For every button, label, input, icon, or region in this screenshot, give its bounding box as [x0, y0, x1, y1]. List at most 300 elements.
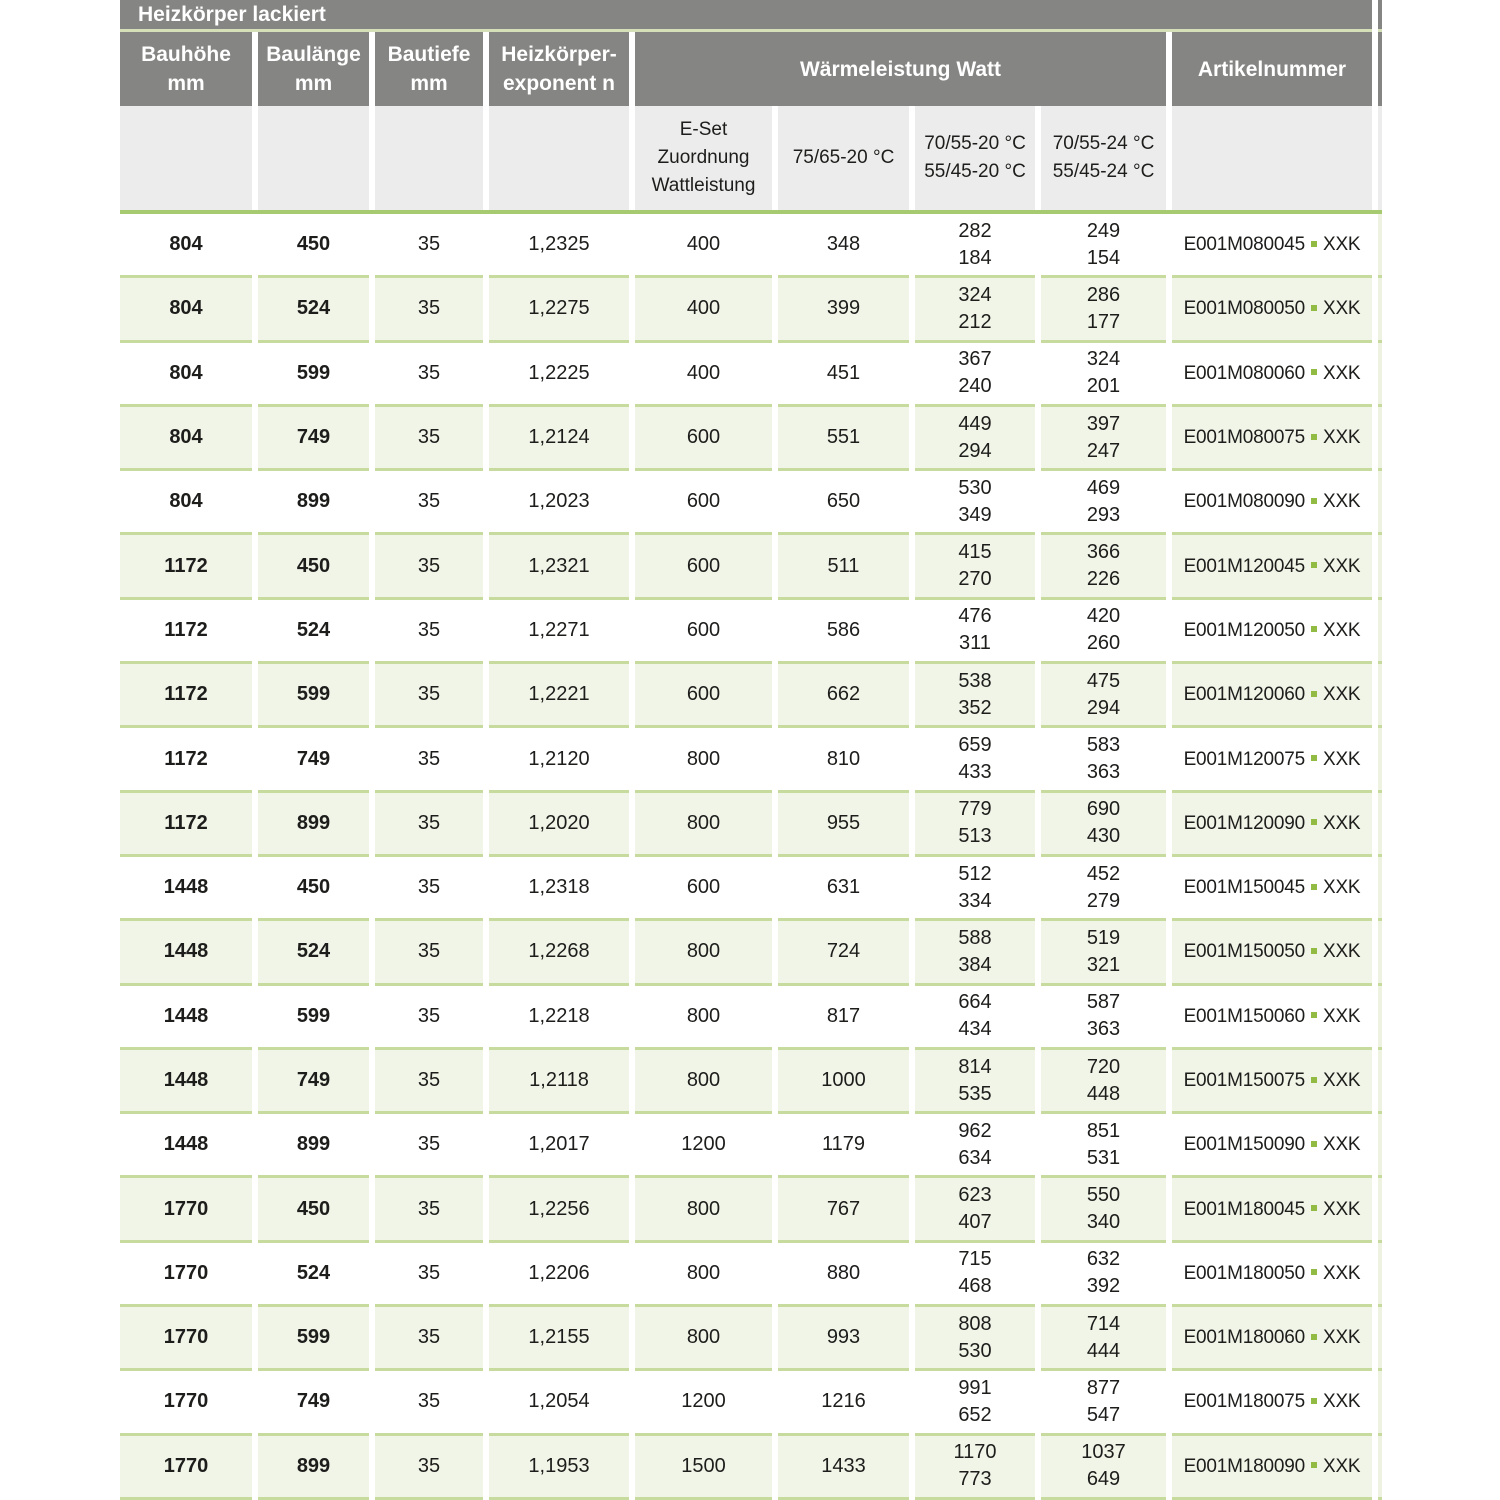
green-dot-icon — [1311, 755, 1317, 761]
cell-baulaenge: 450 — [258, 857, 369, 921]
green-dot-icon — [1311, 1205, 1317, 1211]
green-dot-icon — [1311, 884, 1317, 890]
artikel-number: E001M080050 — [1183, 298, 1305, 320]
table-edge-strip — [1378, 1178, 1382, 1242]
cell-bautiefe: 35 — [375, 1178, 483, 1242]
subheader-empty-bauhoehe — [120, 106, 252, 210]
cell-bauhoehe: 1448 — [120, 857, 252, 921]
col-header-baulaenge: Baulänge mm — [258, 32, 369, 106]
cell-baulaenge: 599 — [258, 1307, 369, 1371]
green-dot-icon — [1311, 691, 1317, 697]
cell-bautiefe: 35 — [375, 343, 483, 407]
artikel-suffix: XXK — [1322, 1455, 1361, 1477]
cell-baulaenge: 899 — [258, 1114, 369, 1178]
cell-bauhoehe: 804 — [120, 471, 252, 535]
page-title: Heizkörper lackiert — [138, 2, 326, 26]
artikel-number: E001M080045 — [1183, 234, 1305, 256]
table-row — [120, 728, 1382, 792]
cell-bautiefe: 35 — [375, 1307, 483, 1371]
cell-watt-70-55-24: 714 444 — [1041, 1307, 1166, 1371]
cell-watt-70-55-24: 690 430 — [1041, 793, 1166, 857]
cell-baulaenge: 749 — [258, 1371, 369, 1435]
green-dot-icon — [1311, 1012, 1317, 1018]
cell-watt-75-65: 511 — [778, 535, 909, 599]
artikel-number: E001M150050 — [1183, 941, 1305, 963]
table-row — [120, 471, 1382, 535]
cell-watt-70-55-20: 530 349 — [915, 471, 1035, 535]
cell-exponent: 1,1953 — [489, 1436, 629, 1500]
table-row — [120, 214, 1382, 278]
table-edge-strip — [1378, 343, 1382, 407]
cell-watt-70-55-24: 469 293 — [1041, 471, 1166, 535]
cell-exponent: 1,2118 — [489, 1050, 629, 1114]
cell-watt-75-65: 993 — [778, 1307, 909, 1371]
cell-watt-70-55-20: 512 334 — [915, 857, 1035, 921]
cell-exponent: 1,2221 — [489, 664, 629, 728]
cell-artikelnummer — [1172, 407, 1372, 471]
cell-watt-75-65: 880 — [778, 1243, 909, 1307]
subheader-empty-artikelnummer — [1172, 106, 1372, 210]
green-dot-icon — [1311, 948, 1317, 954]
artikel-number: E001M180050 — [1183, 1262, 1305, 1284]
table-row — [120, 1114, 1382, 1178]
artikel-number: E001M120050 — [1183, 619, 1305, 641]
cell-exponent: 1,2225 — [489, 343, 629, 407]
table-row — [120, 343, 1382, 407]
cell-bauhoehe: 1172 — [120, 664, 252, 728]
cell-baulaenge: 450 — [258, 214, 369, 278]
cell-exponent: 1,2054 — [489, 1371, 629, 1435]
cell-artikelnummer — [1172, 600, 1372, 664]
cell-artikelnummer — [1172, 1050, 1372, 1114]
cell-watt-75-65: 1000 — [778, 1050, 909, 1114]
cell-baulaenge: 599 — [258, 986, 369, 1050]
table-edge-strip — [1378, 1243, 1382, 1307]
cell-eset-watt: 400 — [635, 343, 772, 407]
cell-watt-75-65: 1433 — [778, 1436, 909, 1500]
table-row — [120, 1436, 1382, 1500]
cell-eset-watt: 400 — [635, 278, 772, 342]
cell-bautiefe: 35 — [375, 471, 483, 535]
cell-exponent: 1,2218 — [489, 986, 629, 1050]
artikel-suffix: XXK — [1322, 234, 1361, 256]
cell-eset-watt: 800 — [635, 1178, 772, 1242]
cell-artikelnummer — [1172, 857, 1372, 921]
cell-eset-watt: 800 — [635, 1307, 772, 1371]
cell-baulaenge: 524 — [258, 278, 369, 342]
cell-eset-watt: 800 — [635, 728, 772, 792]
cell-watt-70-55-20: 367 240 — [915, 343, 1035, 407]
cell-watt-75-65: 586 — [778, 600, 909, 664]
cell-watt-70-55-24: 286 177 — [1041, 278, 1166, 342]
cell-bauhoehe: 1448 — [120, 1050, 252, 1114]
cell-eset-watt: 600 — [635, 600, 772, 664]
title-cell — [120, 0, 1372, 32]
cell-bauhoehe: 1448 — [120, 986, 252, 1050]
subheader-70-55-20: 70/55-20 °C 55/45-20 °C — [915, 106, 1035, 210]
cell-artikelnummer — [1172, 1371, 1372, 1435]
cell-eset-watt: 800 — [635, 1050, 772, 1114]
cell-exponent: 1,2321 — [489, 535, 629, 599]
cell-watt-75-65: 810 — [778, 728, 909, 792]
cell-bauhoehe: 1172 — [120, 728, 252, 792]
cell-watt-75-65: 551 — [778, 407, 909, 471]
cell-watt-70-55-20: 962 634 — [915, 1114, 1035, 1178]
cell-exponent: 1,2268 — [489, 921, 629, 985]
cell-artikelnummer — [1172, 728, 1372, 792]
cell-watt-70-55-24: 1037 649 — [1041, 1436, 1166, 1500]
cell-artikelnummer — [1172, 664, 1372, 728]
cell-watt-70-55-24: 851 531 — [1041, 1114, 1166, 1178]
cell-bauhoehe: 804 — [120, 214, 252, 278]
artikel-suffix: XXK — [1322, 619, 1361, 641]
cell-eset-watt: 1200 — [635, 1371, 772, 1435]
cell-eset-watt: 600 — [635, 407, 772, 471]
artikel-number: E001M080075 — [1183, 427, 1305, 449]
subheader-75-65: 75/65-20 °C — [778, 106, 909, 210]
table-edge-strip — [1378, 407, 1382, 471]
table-row — [120, 1371, 1382, 1435]
cell-bautiefe: 35 — [375, 1050, 483, 1114]
cell-bauhoehe: 804 — [120, 407, 252, 471]
green-dot-icon — [1311, 434, 1317, 440]
artikel-suffix: XXK — [1322, 298, 1361, 320]
cell-watt-70-55-20: 623 407 — [915, 1178, 1035, 1242]
cell-bautiefe: 35 — [375, 986, 483, 1050]
cell-eset-watt: 800 — [635, 921, 772, 985]
table-edge-strip — [1378, 0, 1382, 32]
cell-baulaenge: 524 — [258, 921, 369, 985]
artikel-number: E001M080060 — [1183, 362, 1305, 384]
table-edge-strip — [1378, 278, 1382, 342]
col-header-bauhoehe: Bauhöhe mm — [120, 32, 252, 106]
cell-artikelnummer — [1172, 471, 1372, 535]
table-edge-strip — [1378, 1050, 1382, 1114]
cell-exponent: 1,2017 — [489, 1114, 629, 1178]
cell-bautiefe: 35 — [375, 728, 483, 792]
cell-watt-70-55-24: 519 321 — [1041, 921, 1166, 985]
cell-watt-70-55-20: 659 433 — [915, 728, 1035, 792]
cell-bautiefe: 35 — [375, 1436, 483, 1500]
subheader-70-55-24: 70/55-24 °C 55/45-24 °C — [1041, 106, 1166, 210]
cell-baulaenge: 749 — [258, 1050, 369, 1114]
cell-watt-70-55-20: 814 535 — [915, 1050, 1035, 1114]
cell-eset-watt: 600 — [635, 471, 772, 535]
cell-baulaenge: 599 — [258, 664, 369, 728]
cell-bautiefe: 35 — [375, 535, 483, 599]
artikel-number: E001M180045 — [1183, 1198, 1305, 1220]
cell-bautiefe: 35 — [375, 857, 483, 921]
artikel-suffix: XXK — [1322, 812, 1361, 834]
cell-watt-75-65: 662 — [778, 664, 909, 728]
cell-bauhoehe: 1770 — [120, 1178, 252, 1242]
cell-exponent: 1,2020 — [489, 793, 629, 857]
table-edge-strip — [1378, 1114, 1382, 1178]
cell-watt-70-55-20: 664 434 — [915, 986, 1035, 1050]
cell-baulaenge: 899 — [258, 1436, 369, 1500]
table-row — [120, 278, 1382, 342]
artikel-number: E001M150060 — [1183, 1005, 1305, 1027]
cell-watt-70-55-20: 808 530 — [915, 1307, 1035, 1371]
cell-artikelnummer — [1172, 921, 1372, 985]
cell-baulaenge: 599 — [258, 343, 369, 407]
cell-artikelnummer — [1172, 793, 1372, 857]
green-dot-icon — [1311, 369, 1317, 375]
cell-baulaenge: 899 — [258, 793, 369, 857]
table-row — [120, 986, 1382, 1050]
cell-exponent: 1,2124 — [489, 407, 629, 471]
cell-artikelnummer — [1172, 535, 1372, 599]
table-edge-strip — [1378, 793, 1382, 857]
subheader-empty-baulaenge — [258, 106, 369, 210]
title-bar — [120, 0, 1382, 32]
green-dot-icon — [1311, 1334, 1317, 1340]
table-edge-strip — [1378, 535, 1382, 599]
cell-artikelnummer — [1172, 343, 1372, 407]
cell-bautiefe: 35 — [375, 1243, 483, 1307]
radiator-spec-table — [120, 0, 1382, 1500]
green-dot-icon — [1311, 1141, 1317, 1147]
table-edge-strip — [1378, 664, 1382, 728]
cell-baulaenge: 899 — [258, 471, 369, 535]
cell-artikelnummer — [1172, 1114, 1372, 1178]
cell-watt-75-65: 1179 — [778, 1114, 909, 1178]
table-edge-strip — [1378, 471, 1382, 535]
cell-bautiefe: 35 — [375, 664, 483, 728]
cell-watt-70-55-24: 452 279 — [1041, 857, 1166, 921]
cell-exponent: 1,2120 — [489, 728, 629, 792]
cell-exponent: 1,2271 — [489, 600, 629, 664]
cell-watt-70-55-24: 397 247 — [1041, 407, 1166, 471]
cell-watt-70-55-20: 1170 773 — [915, 1436, 1035, 1500]
green-dot-icon — [1311, 1077, 1317, 1083]
table-row — [120, 1307, 1382, 1371]
cell-bautiefe: 35 — [375, 407, 483, 471]
cell-bauhoehe: 1172 — [120, 793, 252, 857]
cell-watt-70-55-20: 538 352 — [915, 664, 1035, 728]
cell-watt-70-55-20: 779 513 — [915, 793, 1035, 857]
green-dot-icon — [1311, 241, 1317, 247]
col-header-waermeleistung: Wärmeleistung Watt — [635, 32, 1166, 106]
artikel-suffix: XXK — [1322, 1005, 1361, 1027]
cell-watt-70-55-24: 550 340 — [1041, 1178, 1166, 1242]
cell-bauhoehe: 1172 — [120, 535, 252, 599]
table-row — [120, 857, 1382, 921]
artikel-suffix: XXK — [1322, 1070, 1361, 1091]
subheader-row — [120, 106, 1382, 210]
artikel-suffix: XXK — [1322, 362, 1361, 384]
cell-bautiefe: 35 — [375, 921, 483, 985]
cell-artikelnummer — [1172, 214, 1372, 278]
cell-eset-watt: 600 — [635, 857, 772, 921]
table-edge-strip — [1378, 1307, 1382, 1371]
cell-watt-70-55-24: 475 294 — [1041, 664, 1166, 728]
col-header-artikelnummer: Artikelnummer — [1172, 32, 1372, 106]
cell-exponent: 1,2023 — [489, 471, 629, 535]
table-edge-strip — [1378, 106, 1382, 210]
table-row — [120, 600, 1382, 664]
cell-artikelnummer — [1172, 278, 1372, 342]
cell-eset-watt: 1500 — [635, 1436, 772, 1500]
cell-watt-70-55-20: 415 270 — [915, 535, 1035, 599]
artikel-suffix: XXK — [1322, 427, 1361, 449]
cell-bauhoehe: 1770 — [120, 1243, 252, 1307]
green-dot-icon — [1311, 562, 1317, 568]
artikel-number: E001M150045 — [1183, 877, 1305, 899]
cell-watt-70-55-24: 366 226 — [1041, 535, 1166, 599]
green-dot-icon — [1311, 819, 1317, 825]
artikel-number: E001M120045 — [1183, 555, 1305, 577]
table-edge-strip — [1378, 986, 1382, 1050]
cell-artikelnummer — [1172, 1307, 1372, 1371]
subheader-empty-bautiefe — [375, 106, 483, 210]
table-edge-strip — [1378, 857, 1382, 921]
col-header-exponent: Heizkörper- exponent n — [489, 32, 629, 106]
artikel-suffix: XXK — [1322, 555, 1361, 577]
cell-exponent: 1,2155 — [489, 1307, 629, 1371]
cell-bautiefe: 35 — [375, 1114, 483, 1178]
green-dot-icon — [1311, 498, 1317, 504]
artikel-number: E001M120060 — [1183, 684, 1305, 706]
cell-exponent: 1,2206 — [489, 1243, 629, 1307]
artikel-number: E001M120075 — [1183, 748, 1305, 770]
artikel-suffix: XXK — [1322, 941, 1361, 963]
cell-watt-75-65: 1216 — [778, 1371, 909, 1435]
cell-artikelnummer — [1172, 986, 1372, 1050]
cell-baulaenge: 749 — [258, 728, 369, 792]
artikel-number: E001M180090 — [1183, 1455, 1305, 1477]
table-edge-strip — [1378, 1436, 1382, 1500]
artikel-number: E001M180075 — [1183, 1391, 1305, 1413]
cell-watt-70-55-20: 991 652 — [915, 1371, 1035, 1435]
cell-bautiefe: 35 — [375, 278, 483, 342]
table-edge-strip — [1378, 921, 1382, 985]
cell-watt-70-55-20: 449 294 — [915, 407, 1035, 471]
cell-artikelnummer — [1172, 1178, 1372, 1242]
table-row — [120, 1050, 1382, 1114]
green-dot-icon — [1311, 1398, 1317, 1404]
artikel-suffix: XXK — [1322, 1134, 1361, 1156]
cell-bauhoehe: 1770 — [120, 1307, 252, 1371]
green-dot-icon — [1311, 626, 1317, 632]
cell-bautiefe: 35 — [375, 1371, 483, 1435]
cell-baulaenge: 749 — [258, 407, 369, 471]
cell-eset-watt: 800 — [635, 1243, 772, 1307]
table-edge-strip — [1378, 1371, 1382, 1435]
cell-exponent: 1,2325 — [489, 214, 629, 278]
artikel-suffix: XXK — [1322, 684, 1361, 706]
cell-eset-watt: 400 — [635, 214, 772, 278]
cell-baulaenge: 450 — [258, 1178, 369, 1242]
cell-watt-70-55-20: 715 468 — [915, 1243, 1035, 1307]
artikel-number: E001M150075 — [1183, 1070, 1305, 1091]
green-dot-icon — [1311, 305, 1317, 311]
cell-watt-75-65: 348 — [778, 214, 909, 278]
artikel-number: E001M080090 — [1183, 491, 1305, 513]
cell-exponent: 1,2256 — [489, 1178, 629, 1242]
cell-bauhoehe: 1448 — [120, 921, 252, 985]
subheader-eset: E-Set Zuordnung Wattleistung — [635, 106, 772, 210]
artikel-suffix: XXK — [1322, 1262, 1361, 1284]
cell-watt-70-55-24: 420 260 — [1041, 600, 1166, 664]
green-dot-icon — [1311, 1462, 1317, 1468]
artikel-number: E001M150090 — [1183, 1134, 1305, 1156]
cell-watt-75-65: 817 — [778, 986, 909, 1050]
artikel-suffix: XXK — [1322, 748, 1361, 770]
cell-watt-75-65: 955 — [778, 793, 909, 857]
cell-artikelnummer — [1172, 1436, 1372, 1500]
cell-bauhoehe: 1770 — [120, 1371, 252, 1435]
cell-baulaenge: 524 — [258, 1243, 369, 1307]
table-row — [120, 1243, 1382, 1307]
cell-watt-70-55-20: 588 384 — [915, 921, 1035, 985]
cell-eset-watt: 600 — [635, 664, 772, 728]
cell-bauhoehe: 1770 — [120, 1436, 252, 1500]
cell-bautiefe: 35 — [375, 793, 483, 857]
subheader-empty-exponent — [489, 106, 629, 210]
cell-watt-70-55-24: 720 448 — [1041, 1050, 1166, 1114]
cell-bauhoehe: 804 — [120, 343, 252, 407]
artikel-number: E001M120090 — [1183, 812, 1305, 834]
table-edge-strip — [1378, 600, 1382, 664]
cell-watt-70-55-24: 587 363 — [1041, 986, 1166, 1050]
cell-watt-70-55-24: 324 201 — [1041, 343, 1166, 407]
table-row — [120, 664, 1382, 728]
cell-watt-75-65: 650 — [778, 471, 909, 535]
col-header-bautiefe: Bautiefe mm — [375, 32, 483, 106]
cell-watt-70-55-24: 632 392 — [1041, 1243, 1166, 1307]
column-header-row — [120, 32, 1382, 106]
cell-eset-watt: 1200 — [635, 1114, 772, 1178]
table-edge-strip — [1378, 214, 1382, 278]
cell-watt-70-55-24: 877 547 — [1041, 1371, 1166, 1435]
cell-bauhoehe: 1448 — [120, 1114, 252, 1178]
cell-exponent: 1,2275 — [489, 278, 629, 342]
cell-watt-70-55-20: 476 311 — [915, 600, 1035, 664]
table-edge-strip — [1378, 32, 1382, 106]
table-row — [120, 1178, 1382, 1242]
cell-eset-watt: 800 — [635, 793, 772, 857]
cell-watt-75-65: 631 — [778, 857, 909, 921]
table-edge-strip — [1378, 728, 1382, 792]
cell-baulaenge: 450 — [258, 535, 369, 599]
table-row — [120, 793, 1382, 857]
cell-bautiefe: 35 — [375, 214, 483, 278]
cell-watt-75-65: 451 — [778, 343, 909, 407]
artikel-suffix: XXK — [1322, 877, 1361, 899]
cell-baulaenge: 524 — [258, 600, 369, 664]
cell-eset-watt: 600 — [635, 535, 772, 599]
green-dot-icon — [1311, 1269, 1317, 1275]
artikel-suffix: XXK — [1322, 1327, 1361, 1349]
cell-watt-70-55-20: 282 184 — [915, 214, 1035, 278]
cell-bautiefe: 35 — [375, 600, 483, 664]
table-row — [120, 535, 1382, 599]
artikel-suffix: XXK — [1322, 1391, 1361, 1413]
cell-bauhoehe: 1172 — [120, 600, 252, 664]
artikel-number: E001M180060 — [1183, 1327, 1305, 1349]
cell-bauhoehe: 804 — [120, 278, 252, 342]
cell-watt-70-55-24: 249 154 — [1041, 214, 1166, 278]
cell-watt-70-55-20: 324 212 — [915, 278, 1035, 342]
cell-watt-75-65: 767 — [778, 1178, 909, 1242]
cell-exponent: 1,2318 — [489, 857, 629, 921]
artikel-suffix: XXK — [1322, 491, 1361, 513]
cell-watt-75-65: 724 — [778, 921, 909, 985]
cell-watt-70-55-24: 583 363 — [1041, 728, 1166, 792]
table-row — [120, 921, 1382, 985]
artikel-suffix: XXK — [1322, 1198, 1361, 1220]
